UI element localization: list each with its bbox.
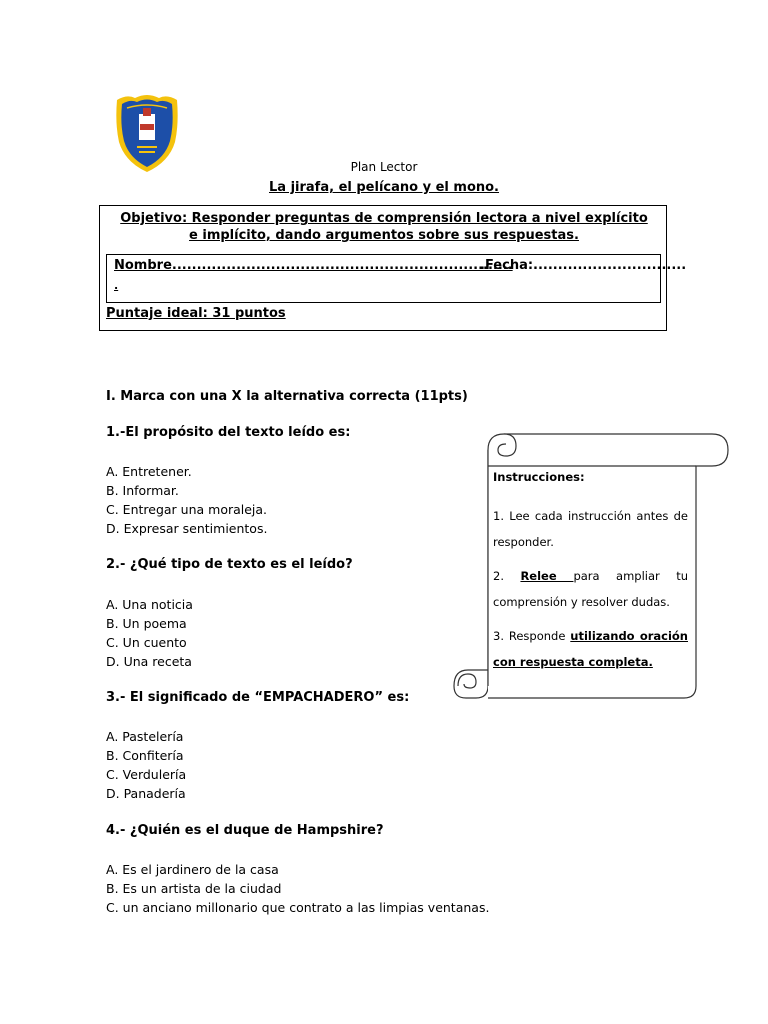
document-subtitle: Plan Lector (350, 160, 418, 174)
score-label: Puntaje ideal: 31 puntos (106, 306, 286, 321)
option-item[interactable]: B. Informar. (106, 483, 179, 498)
date-label: .Fecha:............................... (480, 258, 687, 273)
instruction-item-1: 1. Lee cada instrucción antes de responder. (493, 509, 688, 549)
option-item[interactable]: D. Una receta (106, 654, 192, 669)
option-item[interactable]: B. Es un artista de la ciudad (106, 881, 282, 896)
option-item[interactable]: B. Confitería (106, 748, 184, 763)
question-label: 2.- ¿Qué tipo de texto es el leído? (106, 557, 353, 572)
option-item[interactable]: A. Pastelería (106, 729, 184, 744)
instruction-item-2 (493, 563, 688, 615)
instruction-text: 3. Responde (493, 629, 571, 643)
objective-text: Objetivo: Responder preguntas de comprensión lectora a nivel explícito e implícito, dando argumentos sobre sus respuestas. (120, 211, 648, 243)
question-label: 3.- El significado de “EMPACHADERO” es: (106, 690, 410, 705)
option-item[interactable]: C. Entregar una moraleja. (106, 502, 268, 517)
question-options (106, 860, 489, 917)
option-item[interactable]: D. Panadería (106, 786, 186, 801)
instruction-emphasis: Relee (520, 569, 574, 583)
option-item[interactable]: C. Un cuento (106, 635, 187, 650)
name-field[interactable] (114, 258, 687, 273)
question-label: 1.-El propósito del texto leído es: (106, 425, 351, 440)
instruction-text: para ampliar tu comprensión y resolver dudas. (493, 569, 688, 609)
question-options (106, 595, 193, 671)
option-item[interactable]: D. Expresar sentimientos. (106, 521, 268, 536)
question-options (106, 462, 267, 538)
document-title: La jirafa, el pelícano y el mono. (269, 180, 499, 195)
instructions-title: Instrucciones: (493, 470, 585, 484)
instruction-item-3 (493, 623, 688, 675)
instruction-number: 2. (493, 569, 521, 583)
instruction-emphasis: utilizando oración con respuesta completa. (493, 629, 688, 669)
name-continuation: . (114, 279, 119, 292)
question-options (106, 727, 186, 803)
question-label: 4.- ¿Quién es el duque de Hampshire? (106, 823, 384, 838)
option-item[interactable]: C. un anciano millonario que contrato a las limpias ventanas. (106, 900, 490, 915)
option-item[interactable]: B. Un poema (106, 616, 187, 631)
name-label: Nombre..................................................................... (114, 258, 513, 273)
option-item[interactable]: C. Verdulería (106, 767, 187, 782)
section-title: I. Marca con una X la alternativa correcta (11pts) (106, 389, 468, 404)
option-item[interactable]: A. Una noticia (106, 597, 193, 612)
option-item[interactable]: A. Es el jardinero de la casa (106, 862, 279, 877)
option-item[interactable]: A. Entretener. (106, 464, 192, 479)
